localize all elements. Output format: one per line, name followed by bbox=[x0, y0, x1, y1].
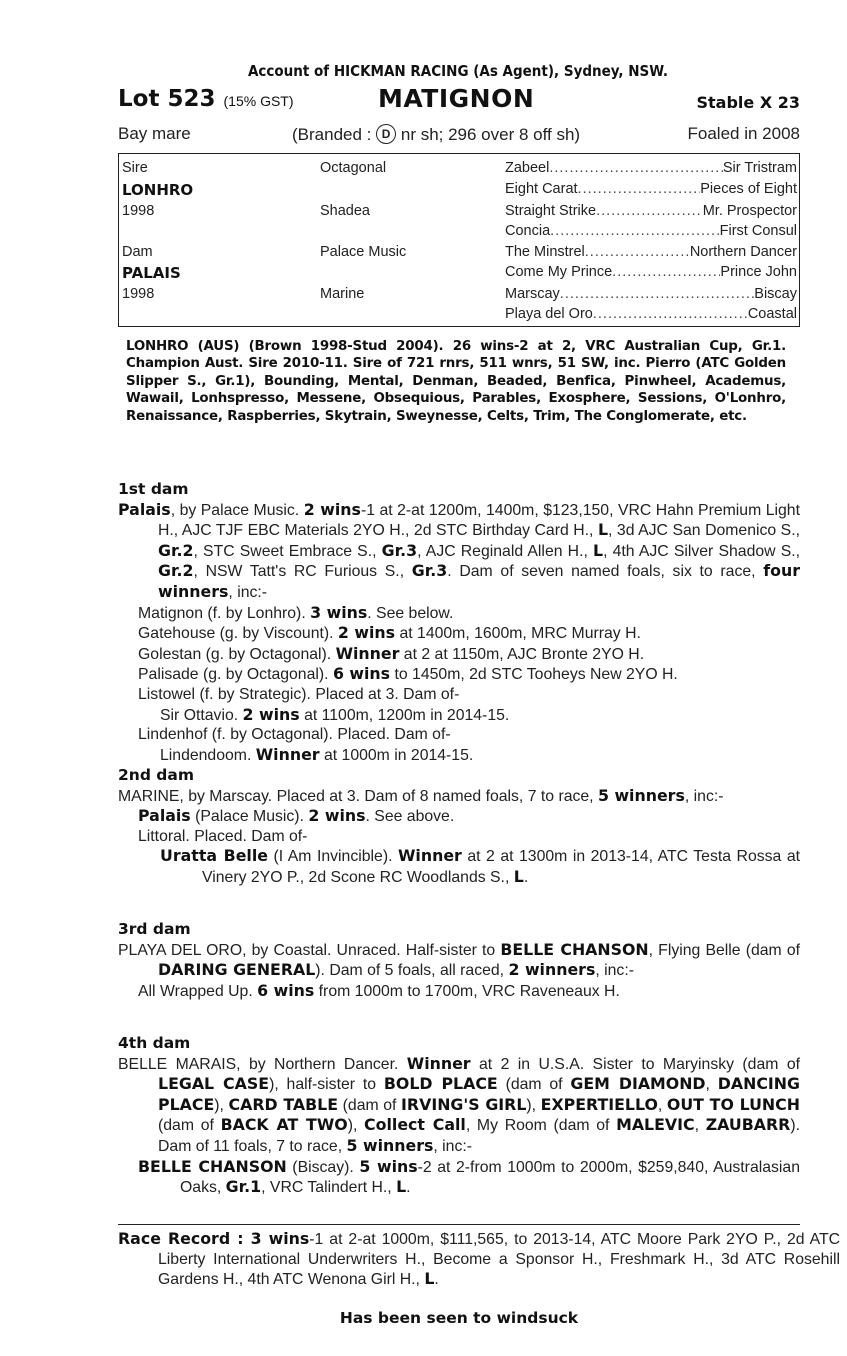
progeny-item: Gatehouse (g. by Viscount). 2 wins at 1400m, 1600m, MRC Murray H. bbox=[138, 623, 641, 643]
progeny-item: All Wrapped Up. 6 wins from 1000m to 1700m, VRC Raveneaux H. bbox=[138, 980, 620, 1000]
progeny-item: Listowel (f. by Strategic). Placed at 3. Dam of- bbox=[138, 685, 460, 703]
section-heading: 1st dam bbox=[118, 480, 189, 498]
dam-sire: Palace Music bbox=[320, 244, 407, 260]
dam-label: Dam bbox=[122, 244, 153, 260]
brand-mark-icon: D bbox=[376, 124, 396, 144]
progeny-item: Uratta Belle (I Am Invincible). Winner at 2 at 1300m in 2013-14, ATC Testa Rossa at Vinery 2YO P., 2d Scone RC Woodlands S., L. bbox=[160, 846, 801, 886]
gst-note: (15% GST) bbox=[223, 93, 294, 109]
dam-paragraph: Palais, by Palace Music. 2 wins-1 at 2-at 1200m, 1400m, $123,150, VRC Hahn Premium Light H., AJC TJF EBC Materials 2YO H., 2d STC Birthday Card H., L, 3d AJC San Domenico S., Gr.2, STC Sweet Embrace S., Gr.3, AJC Reginald Allen H., L, 4th AJC Silver Shadow S., Gr.2, NSW Tatt's RC Furious S., Gr.3. Dam of seven named foals, six to race, four winners, inc:- bbox=[118, 499, 801, 601]
dam-paragraph: BELLE MARAIS, by Northern Dancer. Winner at 2 in U.S.A. Sister to Maryinsky (dam of LEGAL CASE), half-sister to BOLD PLACE (dam of GEM DIAMOND, DANCING PLACE), CARD TABLE (dam of IRVING'S GIRL), EXPERTIELLO, OUT TO LUNCH (dam of BACK AT TWO), Collect Call, My Room (dam of MALEVIC, ZAUBARR). Dam of 11 foals, 7 to race, 5 winners, inc:- bbox=[118, 1053, 800, 1155]
section-heading: 4th dam bbox=[118, 1034, 191, 1052]
grandparent-row: Eight Carat ..... Pieces of Eight bbox=[505, 181, 797, 197]
section-heading: 3rd dam bbox=[118, 920, 191, 938]
sire-sire: Octagonal bbox=[320, 160, 387, 176]
third-dam-section bbox=[118, 920, 800, 1001]
sire-summary: LONHRO (AUS) (Brown 1998-Stud 2004). 26 wins-2 at 2, VRC Australian Cup, Gr.1. Champion Aust. Sire 2010-11. Sire of 721 rnrs, 511 wnrs, 51 SW, inc. Pierro (ATC Golden Slipper S., Gr.1), Bounding, Mental, Denman, Beaded, Benfica, Pinwheel, Academus, Wawail, Lonhspresso, Messene, Obsequious, Parables, Exosphere, Sessions, O'Lonhro, Renaissance, Raspberries, Skytrain, Sweynesse, Celts, Trim, The Conglomerate, etc. bbox=[126, 339, 786, 424]
dam-paragraph: PLAYA DEL ORO, by Coastal. Unraced. Half-sister to BELLE CHANSON, Flying Belle (dam of DARING GENERAL). Dam of 5 foals, all raced, 2 winners, inc:- bbox=[118, 939, 801, 980]
dam-paragraph: MARINE, by Marscay. Placed at 3. Dam of 8 named foals, 7 to race, 5 winners, inc:- bbox=[118, 785, 724, 805]
vet-note: Has been seen to windsuck bbox=[339, 1309, 579, 1327]
lot-number bbox=[118, 86, 294, 112]
progeny-item: Palisade (g. by Octagonal). 6 wins to 1450m, 2d STC Tooheys New 2YO H. bbox=[138, 664, 678, 684]
divider bbox=[118, 1224, 800, 1225]
lot-label: Lot 523 bbox=[118, 86, 216, 112]
brand-info: (Branded : D nr sh; 296 over 8 off sh) bbox=[292, 125, 581, 144]
grandparent-row: Marscay ..... Biscay bbox=[505, 286, 797, 302]
fourth-dam-section bbox=[118, 1034, 800, 1198]
progeny-item: Lindenhof (f. by Octagonal). Placed. Dam of- bbox=[138, 726, 451, 744]
progeny-item: Palais (Palace Music). 2 wins. See above. bbox=[138, 806, 455, 826]
progeny-item: BELLE CHANSON (Biscay). 5 wins-2 at 2-from 1000m to 2000m, $259,840, Australasian Oaks, Gr.1, VRC Talindert H., L. bbox=[138, 1156, 800, 1197]
second-dam-section bbox=[118, 766, 800, 888]
horse-name: MATIGNON bbox=[378, 84, 535, 113]
sex-colour: Bay mare bbox=[118, 124, 191, 143]
section-heading: 2nd dam bbox=[118, 766, 195, 784]
dam-name: PALAIS bbox=[122, 264, 181, 282]
dam-year: 1998 bbox=[122, 286, 155, 302]
progeny-item: Sir Ottavio. 2 wins at 1100m, 1200m in 2014-15. bbox=[160, 704, 510, 724]
sire-year: 1998 bbox=[122, 203, 155, 219]
progeny-item: Lindendoom. Winner at 1000m in 2014-15. bbox=[160, 744, 474, 764]
stable-number: Stable X 23 bbox=[696, 93, 800, 112]
pedigree-table bbox=[118, 153, 800, 327]
progeny-item: Littoral. Placed. Dam of- bbox=[138, 827, 308, 845]
grandparent-row: The Minstrel ..... Northern Dancer bbox=[505, 244, 797, 260]
progeny-item: Golestan (g. by Octagonal). Winner at 2 at 1150m, AJC Bronte 2YO H. bbox=[138, 643, 645, 663]
sire-name: LONHRO bbox=[122, 181, 194, 199]
foaled-year: Foaled in 2008 bbox=[687, 124, 800, 143]
dam-dam: Marine bbox=[320, 286, 365, 302]
grandparent-row: Concia ..... First Consul bbox=[505, 223, 797, 239]
sire-label: Sire bbox=[122, 160, 148, 176]
grandparent-row: Come My Prince ..... Prince John bbox=[505, 264, 797, 280]
progeny-item: Matignon (f. by Lonhro). 3 wins. See below. bbox=[138, 602, 454, 622]
vendor-account: Account of HICKMAN RACING (As Agent), Sydney, NSW. bbox=[247, 62, 669, 80]
grandparent-row: Playa del Oro ..... Coastal bbox=[505, 306, 797, 322]
race-record: Race Record : 3 wins-1 at 2-at 1000m, $111,565, to 2013-14, ATC Moore Park 2YO P., 2d ATC Liberty International Underwriters H., Become a Sponsor H., Freshmark H., 3d ATC Rosehill Gardens H., 4th ATC Wenona Girl H., L. bbox=[118, 1229, 841, 1289]
grandparent-row: Zabeel ..... Sir Tristram bbox=[505, 160, 797, 176]
first-dam-section bbox=[118, 480, 800, 765]
sire-dam: Shadea bbox=[320, 203, 370, 219]
grandparent-row: Straight Strike ..... Mr. Prospector bbox=[505, 203, 797, 219]
